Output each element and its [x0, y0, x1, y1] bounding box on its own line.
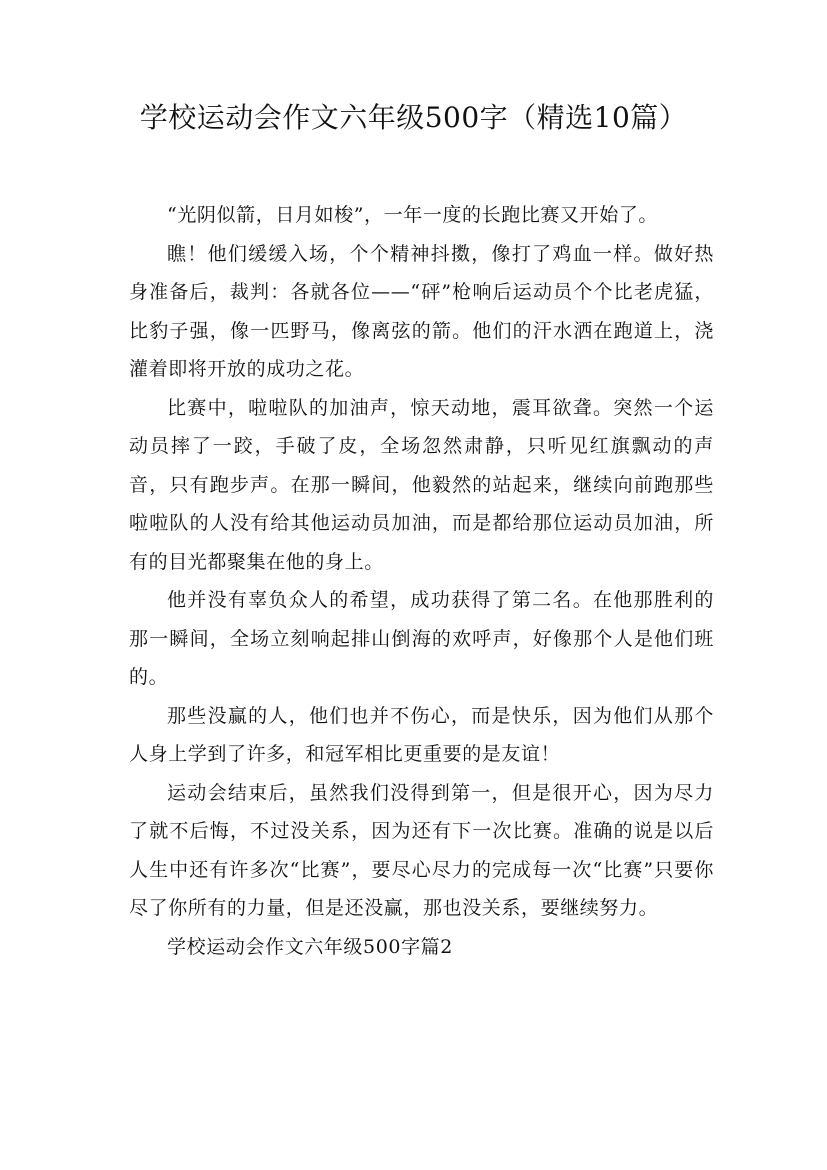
paragraph-5: 那些没赢的人，他们也并不伤心，而是快乐，因为他们从那个人身上学到了许多，和冠军相比更重要的是友谊！: [129, 704, 714, 765]
document-body: [129, 196, 714, 966]
paragraph-1: “光阴似箭，日月如梭”，一年一度的长跑比赛又开始了。: [167, 204, 659, 226]
document-title: 学校运动会作文六年级500字（精选10篇）: [139, 101, 688, 134]
paragraph-6: 运动会结束后，虽然我们没得到第一，但是很开心，因为尽力了就不后悔，不过没关系，因为还有下一次比赛。准确的说是以后人生中还有许多次“比赛”，要尽心尽力的完成每一次“比赛”只要你尽了你所有的力量，但是还没赢，那也没关系，要继续努力。: [129, 781, 714, 919]
section-heading-2: 学校运动会作文六年级500字篇2: [167, 935, 453, 958]
paragraph-4: 他并没有辜负众人的希望，成功获得了第二名。在他那胜利的那一瞬间，全场立刻响起排山倒海的欢呼声，好像那个人是他们班的。: [129, 589, 714, 688]
paragraph-3: 比赛中，啦啦队的加油声，惊天动地，震耳欲聋。突然一个运动员摔了一跤，手破了皮，全场忽然肃静，只听见红旗飘动的声音，只有跑步声。在那一瞬间，他毅然的站起来，继续向前跑那些啦啦队的人没有给其他运动员加油，而是都给那位运动员加油，所有的目光都聚集在他的身上。: [129, 396, 714, 573]
paragraph-2: 瞧！他们缓缓入场，个个精神抖擞，像打了鸡血一样。做好热身准备后，裁判：各就各位——“砰”枪响后运动员个个比老虎猛，比豹子强，像一匹野马，像离弦的箭。他们的汗水洒在跑道上，浇灌着即将开放的成功之花。: [129, 242, 714, 380]
